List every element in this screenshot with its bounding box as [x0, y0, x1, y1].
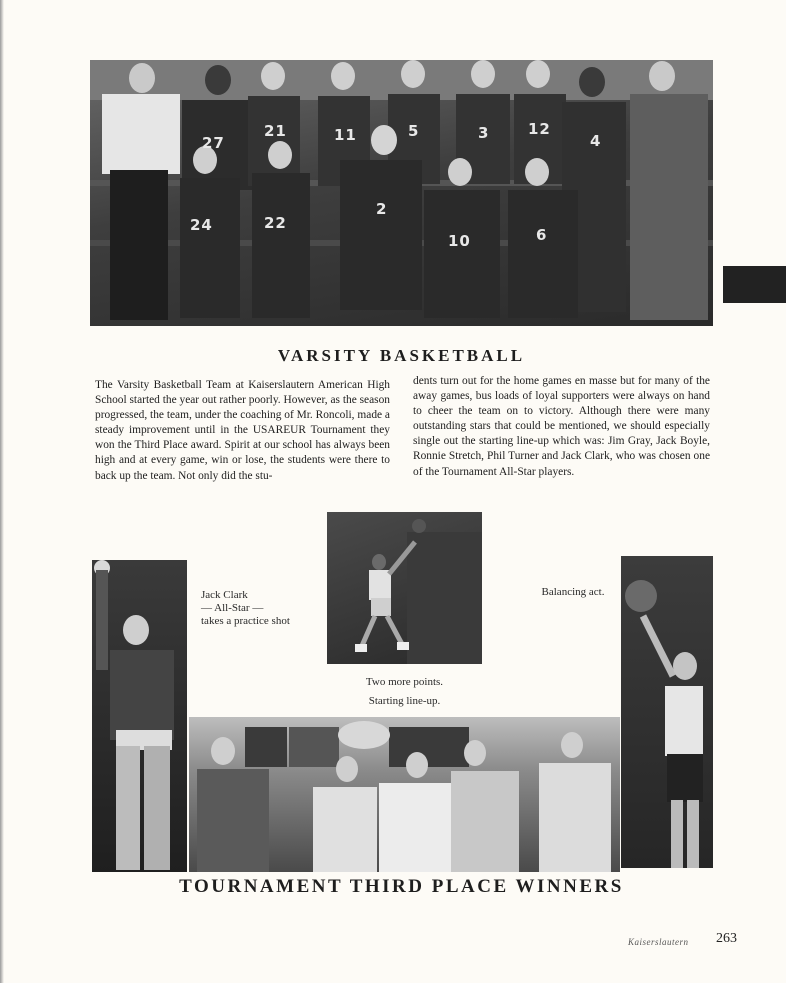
jersey-number: 5 [408, 122, 420, 140]
body-text-right: dents turn out for the home games en masse but for many of the away games, bus loads of loyal supporters were always on hand to cheer the team on to victory. Although there were many outstanding stars that could be mentioned, we should especially single out the starting line-up which was: Jim Gray, Jack Boyle, Ronnie Stretch, Phil Turner and Jack Clark, who was chosen one of the Tournament All-Star players. [413, 375, 710, 478]
jersey-number: 2 [376, 200, 388, 218]
jersey-number: 12 [528, 120, 551, 138]
balancing-act-scene [621, 556, 713, 868]
body-text-left: The Varsity Basketball Team at Kaiserslautern American High School started the year out rather poorly. However, as the season progressed, the team, under the coaching of Mr. Roncoli, made a steady improvement until in the USAREUR Tournament they won the Third Place award. Spirit at our school has always been high and at every game, win or lose, the students were there to back up the team. Not only did the stu- [95, 379, 390, 482]
jersey-number: 22 [264, 214, 287, 232]
caption-line: takes a practice shot [201, 615, 290, 627]
jersey-number: 24 [190, 216, 213, 234]
jack-clark-photo [92, 560, 187, 872]
jersey-number: 27 [202, 134, 225, 152]
caption-balancing-act: Balancing act. [541, 586, 605, 598]
jump-shot-scene [327, 512, 482, 664]
jersey-number: 4 [590, 132, 602, 150]
caption-line: — All-Star — [201, 602, 264, 614]
balancing-act-photo [621, 556, 713, 868]
starting-lineup-photo [189, 717, 620, 872]
page-edge-shadow [0, 0, 4, 983]
starting-lineup-scene [189, 717, 620, 872]
jersey-number: 11 [334, 126, 357, 144]
jack-clark-scene [92, 560, 187, 872]
jersey-number: 6 [536, 226, 548, 244]
caption-line: Jack Clark [201, 589, 248, 601]
jump-shot-photo [327, 512, 482, 664]
page-number: 263 [716, 931, 737, 946]
jersey-number: 10 [448, 232, 471, 250]
caption-two-points: Two more points. [365, 676, 444, 688]
footer-school-name: Kaiserslautern [628, 937, 689, 947]
jersey-number: 3 [478, 124, 490, 142]
team-photo [90, 60, 713, 326]
jersey-number: 21 [264, 122, 287, 140]
team-photo-scene [90, 60, 713, 326]
caption-starting-lineup: Starting line-up. [368, 695, 441, 707]
caption-jack-clark [201, 589, 311, 628]
tournament-title: TOURNAMENT THIRD PLACE WINNERS [179, 876, 624, 897]
page-tab-marker [723, 266, 786, 303]
section-title: VARSITY BASKETBALL [277, 346, 526, 365]
